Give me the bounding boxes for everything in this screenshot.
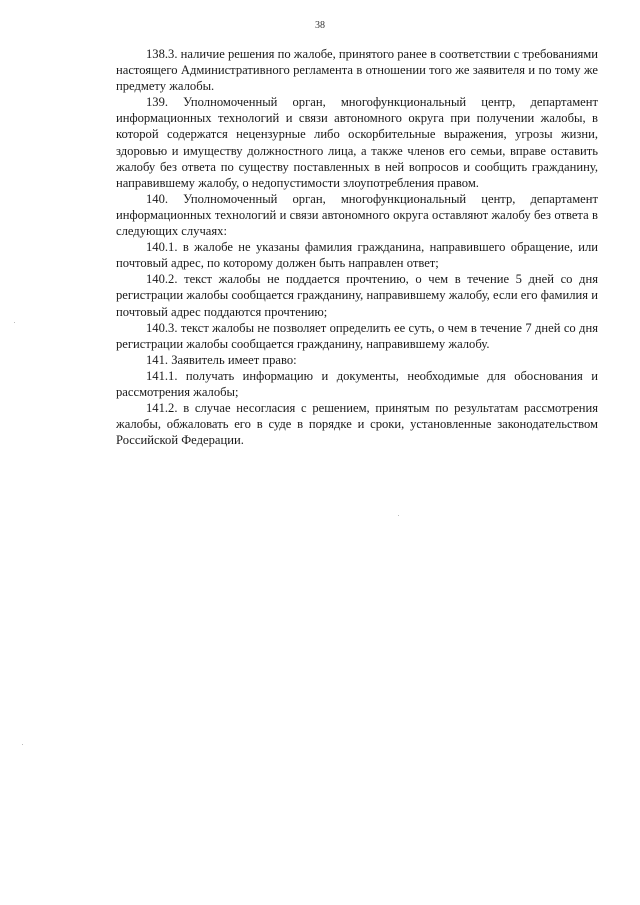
page-number: 38 xyxy=(315,20,325,31)
document-body xyxy=(116,46,598,448)
paragraph-140-2: 140.2. текст жалобы не поддается прочтению, о чем в течение 5 дней со дня регистрации жалобы сообщается гражданину, направившему жалобу, если его фамилия и почтовый адрес поддаются прочтению; xyxy=(116,272,598,319)
paragraph-141-1: 141.1. получать информацию и документы, необходимые для обоснования и рассмотрения жалобы; xyxy=(116,368,598,399)
paragraph-140-1: 140.1. в жалобе не указаны фамилия гражданина, направившего обращение, или почтовый адрес, по которому должен быть направлен ответ; xyxy=(116,240,598,271)
paragraph-141: 141. Заявитель имеет право: xyxy=(146,352,297,367)
paragraph-140-3: 140.3. текст жалобы не позволяет определить ее суть, о чем в течение 7 дней со дня регистрации жалобы сообщается гражданину, направившему жалобу. xyxy=(116,320,598,351)
scan-speck xyxy=(398,515,399,516)
paragraph-139: 139. Уполномоченный орган, многофункциональный центр, департамент информационных технологий и связи автономного округа при получении жалобы, в которой содержатся нецензурные либо оскорбительные выражения, угрозы жизни, здоровью и имуществу должностного лица, а также членов его семьи, вправе оставить жалобу без ответа по существу поставленных в ней вопросов и сообщить гражданину, направившему жалобу, о недопустимости злоупотребления правом. xyxy=(116,95,598,190)
paragraph-141-2: 141.2. в случае несогласия с решением, принятым по результатам рассмотрения жалобы, обжаловать его в суде в порядке и сроки, установленные законодательством Российской Федерации. xyxy=(116,401,598,448)
scan-speck xyxy=(22,744,23,745)
paragraph-140: 140. Уполномоченный орган, многофункциональный центр, департамент информационных технологий и связи автономного округа оставляют жалобу без ответа в следующих случаях: xyxy=(116,191,598,239)
paragraph-138-3: 138.3. наличие решения по жалобе, принятого ранее в соответствии с требованиями настоящего Административного регламента в отношении того же заявителя и по тому же предмету жалобы. xyxy=(116,47,598,94)
scan-speck xyxy=(14,322,15,323)
